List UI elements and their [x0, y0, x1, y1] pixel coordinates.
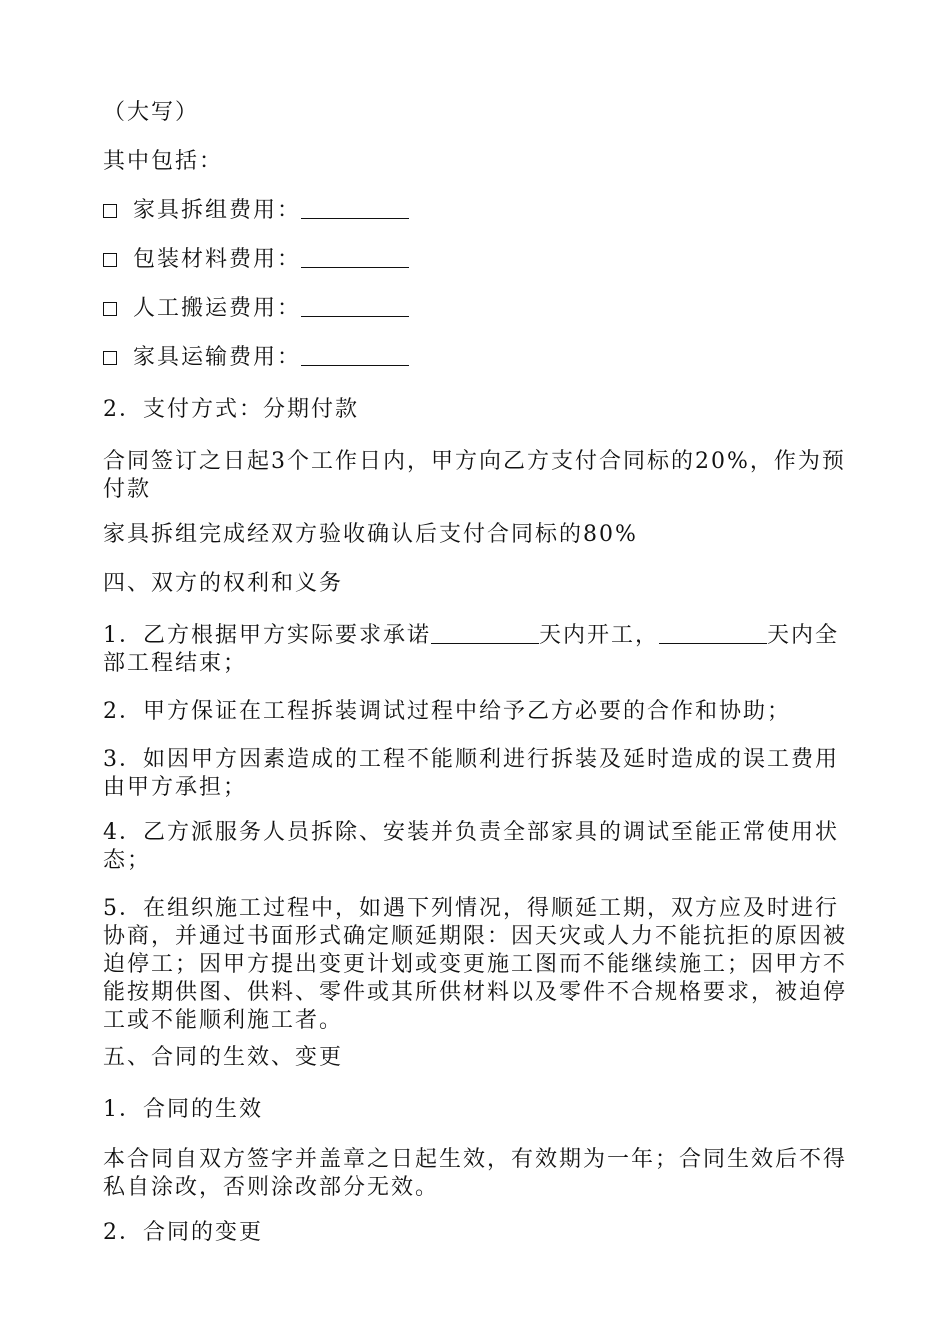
- checkbox[interactable]: [103, 302, 117, 316]
- fill-blank[interactable]: [301, 298, 409, 317]
- payment-term-1: 合同签订之日起3个工作日内，甲方向乙方支付合同标的20%，作为预付款: [103, 449, 846, 502]
- amount-in-words-label: （大写）: [103, 100, 200, 125]
- item-4-1-text-a: 1．乙方根据甲方实际要求承诺: [103, 623, 431, 648]
- item-4-4: 4．乙方派服务人员拆除、安装并负责全部家具的调试至能正常使用状态；: [103, 820, 839, 873]
- item-4-1: [103, 622, 851, 678]
- fee-item-labor: [103, 295, 851, 323]
- payment-term-2: 家具拆组完成经双方验收确认后支付合同标的80%: [103, 522, 638, 547]
- fee-item-label: 家具拆组费用：: [133, 198, 302, 223]
- item-4-1-text-c: 天内全部工程结束；: [103, 623, 840, 676]
- fee-item-label: 人工搬运费用：: [133, 296, 302, 321]
- section-5-title: 五、合同的生效、变更: [103, 1045, 344, 1070]
- fee-item-transport: [103, 344, 851, 372]
- fill-blank-start-days[interactable]: [431, 625, 539, 644]
- payment-method: 2．支付方式：分期付款: [103, 397, 359, 422]
- section-4-title: 四、双方的权利和义务: [103, 571, 344, 596]
- fee-item-label: 家具运输费用：: [133, 345, 302, 370]
- checkbox[interactable]: [103, 204, 117, 218]
- fill-blank[interactable]: [301, 347, 409, 366]
- fill-blank[interactable]: [301, 200, 409, 219]
- item-4-1-text-b: 天内开工，: [539, 623, 660, 648]
- fee-item-packaging: [103, 246, 851, 274]
- item-5-1-title: 1．合同的生效: [103, 1097, 263, 1122]
- item-4-2: 2．甲方保证在工程拆装调试过程中给予乙方必要的合作和协助；: [103, 699, 791, 724]
- item-5-1-text: 本合同自双方签字并盖章之日起生效，有效期为一年；合同生效后不得私自涂改，否则涂改部分无效。: [103, 1147, 848, 1200]
- fill-blank[interactable]: [301, 249, 409, 268]
- fee-item-disassembly: [103, 197, 851, 225]
- fee-item-label: 包装材料费用：: [133, 247, 302, 272]
- item-4-5: 5．在组织施工过程中，如遇下列情况，得顺延工期，双方应及时进行协商，并通过书面形式确定顺延期限：因天灾或人力不能抗拒的原因被迫停工；因甲方提出变更计划或变更施工图而不能继续施工；因甲方不能按期供图、供料、零件或其所供材料以及零件不合规格要求，被迫停工或不能顺利施工者。: [103, 896, 848, 1033]
- fill-blank-finish-days[interactable]: [659, 625, 767, 644]
- includes-heading: 其中包括：: [103, 149, 224, 174]
- item-4-3: 3．如因甲方因素造成的工程不能顺利进行拆装及延时造成的误工费用由甲方承担；: [103, 747, 839, 800]
- checkbox[interactable]: [103, 253, 117, 267]
- checkbox[interactable]: [103, 351, 117, 365]
- item-5-2-title: 2．合同的变更: [103, 1220, 263, 1245]
